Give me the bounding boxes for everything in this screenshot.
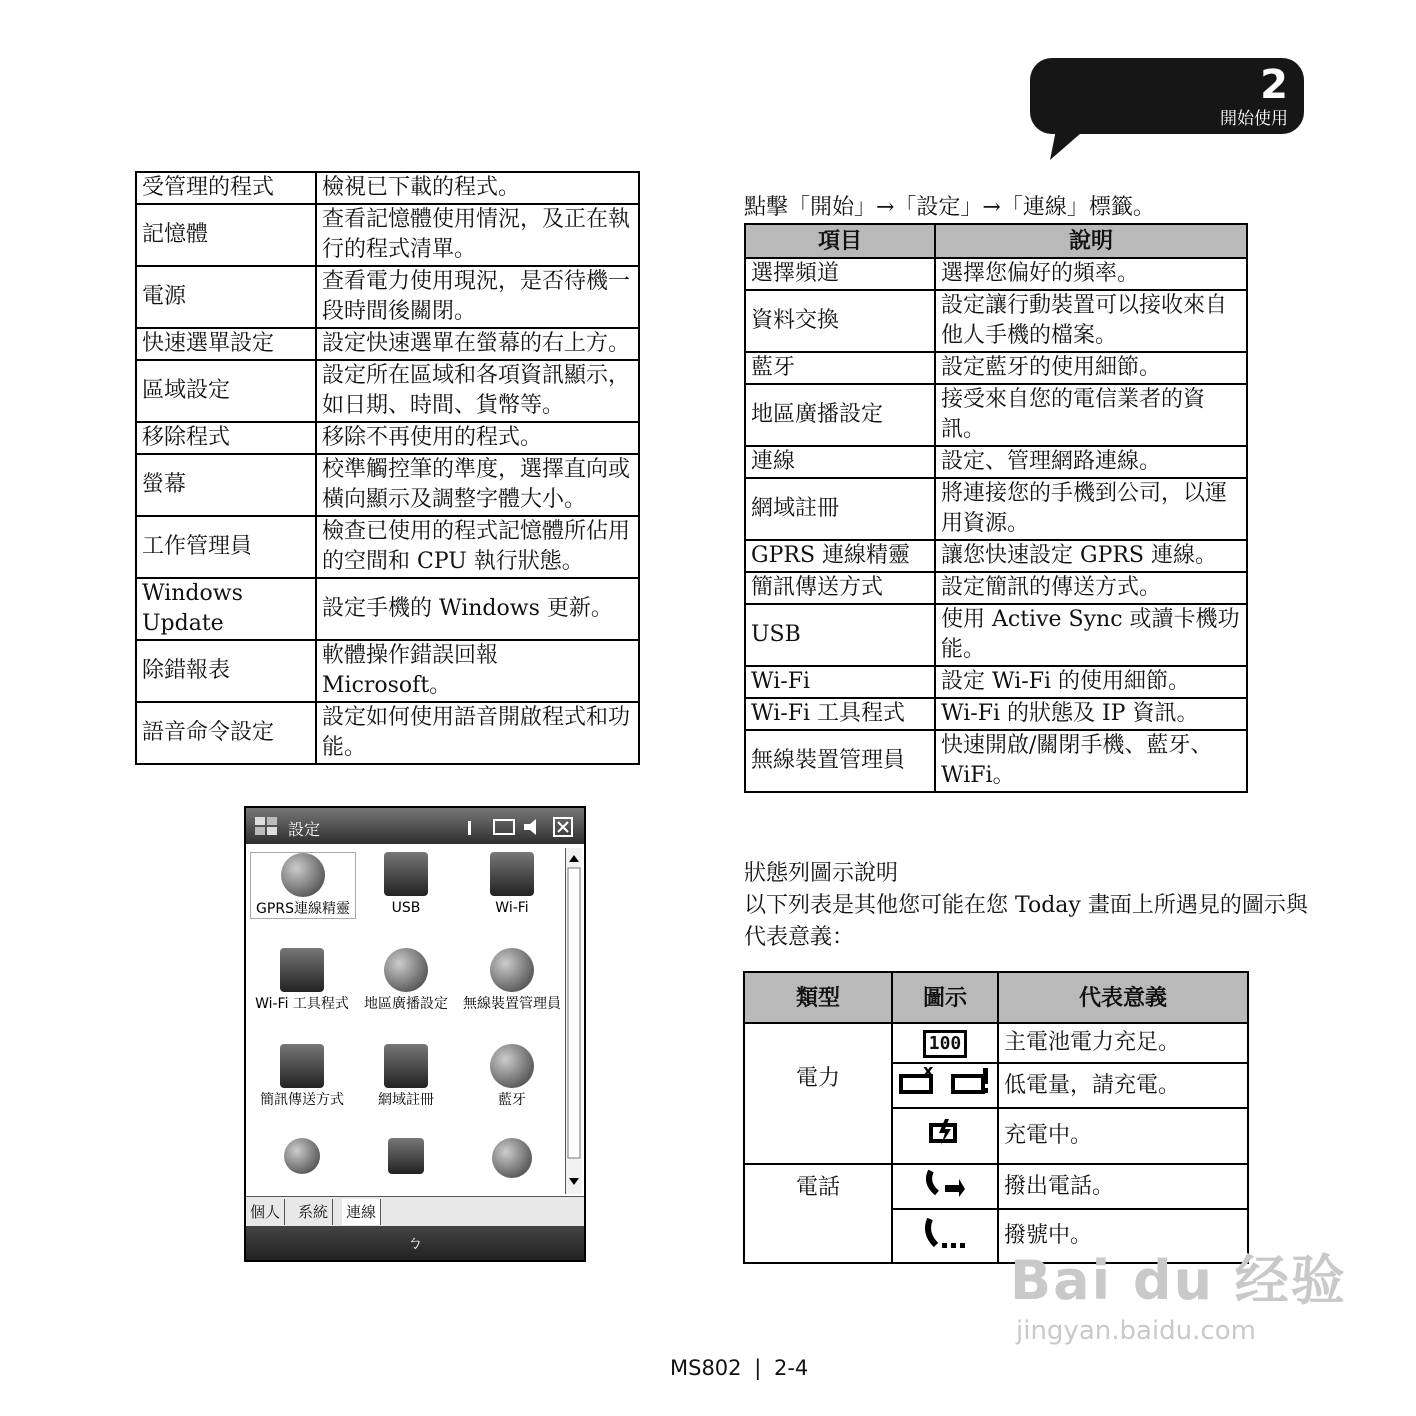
setting-description: 移除不再使用的程式。 (316, 422, 639, 454)
connection-description: 設定讓行動裝置可以接收來自他人手機的檔案。 (935, 290, 1247, 352)
settings-row (136, 360, 639, 422)
meaning-outgoing-call: 撥出電話。 (998, 1164, 1248, 1209)
tab-connections[interactable]: 連線 (342, 1199, 381, 1225)
connection-description: 設定簡訊的傳送方式。 (935, 572, 1247, 604)
tab-personal[interactable]: 個人 (246, 1199, 285, 1225)
header-type: 類型 (744, 972, 892, 1023)
tab-system[interactable]: 系統 (294, 1199, 333, 1225)
connection-row (745, 290, 1247, 352)
connection-name: 無線裝置管理員 (745, 730, 935, 792)
connection-row (745, 352, 1247, 384)
connection-name: GPRS 連線精靈 (745, 540, 935, 572)
setting-name: 語音命令設定 (136, 702, 316, 764)
connection-description: 讓您快速設定 GPRS 連線。 (935, 540, 1247, 572)
connection-row (745, 384, 1247, 446)
device-scrollbar[interactable] (565, 848, 582, 1194)
device-item-partial-2[interactable] (354, 1138, 458, 1178)
connection-description: 使用 Active Sync 或讀卡機功能。 (935, 604, 1247, 666)
battery-full-icon: 100 (892, 1023, 998, 1063)
charging-icon (892, 1108, 998, 1164)
connection-name: 網域註冊 (745, 478, 935, 540)
connection-description: 設定 Wi-Fi 的使用細節。 (935, 666, 1247, 698)
device-item-bluetooth[interactable]: 藍牙 (460, 1044, 564, 1109)
chapter-label: 開始使用 (1220, 109, 1288, 129)
setting-description: 校準觸控筆的準度，選擇直向或橫向顯示及調整字體大小。 (316, 454, 639, 516)
settings-row (136, 516, 639, 578)
settings-row (136, 204, 639, 266)
connection-row (745, 604, 1247, 666)
setting-description: 查看電力使用現況，是否待機一段時間後關閉。 (316, 266, 639, 328)
connection-name: 資料交換 (745, 290, 935, 352)
settings-row (136, 422, 639, 454)
connection-row (745, 258, 1247, 290)
wifi-tools-icon (280, 948, 324, 992)
target-icon (284, 1138, 320, 1174)
setting-name: 受管理的程式 (136, 172, 316, 204)
connection-row (745, 666, 1247, 698)
setting-description: 查看記憶體使用情況，及正在執行的程式清單。 (316, 204, 639, 266)
status-section-heading (744, 858, 1309, 954)
footer-divider: | (754, 1356, 762, 1380)
setting-name: 區域設定 (136, 360, 316, 422)
system-settings-table (135, 171, 640, 765)
setting-description: 設定快速選單在螢幕的右上方。 (316, 328, 639, 360)
connection-name: 連線 (745, 446, 935, 478)
device-item-usb[interactable]: USB (354, 852, 458, 917)
dialing-icon (892, 1209, 998, 1263)
setting-description: 軟體操作錯誤回報 Microsoft。 (316, 640, 639, 702)
device-item-gprs[interactable]: GPRS連線精靈 (250, 852, 356, 919)
device-title-bar (246, 808, 584, 844)
type-power: 電力 (744, 1023, 892, 1164)
device-item-domain[interactable]: 網域註冊 (354, 1044, 458, 1109)
device-tab-bar (246, 1196, 584, 1227)
device-item-sms[interactable]: 簡訊傳送方式 (250, 1044, 354, 1109)
connection-row (745, 446, 1247, 478)
connections-table (744, 223, 1248, 793)
setting-name: 移除程式 (136, 422, 316, 454)
setting-name: 除錯報表 (136, 640, 316, 702)
connection-name: 簡訊傳送方式 (745, 572, 935, 604)
connection-description: 設定藍牙的使用細節。 (935, 352, 1247, 384)
header-item: 項目 (745, 224, 935, 258)
connection-description: 設定、管理網路連線。 (935, 446, 1247, 478)
connection-name: Wi-Fi (745, 666, 935, 698)
globe-phone-icon (281, 853, 325, 897)
windows-flag-icon[interactable] (254, 815, 278, 837)
setting-description: 設定所在區域和各項資訊顯示，如日期、時間、貨幣等。 (316, 360, 639, 422)
svg-text:x: x (923, 1064, 934, 1080)
device-item-wifi[interactable]: Wi-Fi (460, 852, 564, 917)
type-phone: 電話 (744, 1164, 892, 1263)
footer-model: MS802 (670, 1356, 742, 1380)
device-icon-grid (248, 846, 566, 1194)
setting-name: 快速選單設定 (136, 328, 316, 360)
outgoing-call-icon (892, 1164, 998, 1209)
broadcast-icon (384, 948, 428, 992)
connection-row (745, 478, 1247, 540)
settings-row (136, 578, 639, 640)
battery-low-icon (892, 1063, 998, 1108)
meaning-dialing: 撥號中。 (998, 1209, 1248, 1263)
device-item-broadcast[interactable]: 地區廣播設定 (354, 948, 458, 1013)
status-icons-table (743, 971, 1249, 1264)
header-description: 說明 (935, 224, 1247, 258)
settings-row (136, 454, 639, 516)
device-item-wifi-tools[interactable]: Wi-Fi 工具程式 (250, 948, 354, 1013)
page-footer (670, 1356, 808, 1380)
footer-page: 2-4 (773, 1356, 809, 1380)
instruction-text: 點擊「開始」→「設定」→「連線」標籤。 (744, 195, 1155, 220)
status-title: 狀態列圖示說明 (744, 861, 899, 886)
settings-row (136, 172, 639, 204)
monitor-icon (280, 1044, 324, 1088)
setting-description: 設定如何使用語音開啟程式和功能。 (316, 702, 639, 764)
bluetooth-icon (490, 1044, 534, 1088)
connection-name: USB (745, 604, 935, 666)
connection-row (745, 698, 1247, 730)
device-item-partial-1[interactable] (250, 1138, 354, 1178)
meaning-charging: 充電中。 (998, 1108, 1248, 1164)
connection-description: 選擇您偏好的頻率。 (935, 258, 1247, 290)
connection-row (745, 730, 1247, 792)
device-item-partial-3[interactable] (460, 1138, 564, 1182)
watermark-url: jingyan.baidu.com (1016, 1316, 1256, 1346)
chapter-number: 2 (1260, 62, 1288, 108)
settings-row (136, 266, 639, 328)
connection-name: Wi-Fi 工具程式 (745, 698, 935, 730)
device-item-wireless-manager[interactable]: 無線裝置管理員 (460, 948, 564, 1013)
setting-name: 螢幕 (136, 454, 316, 516)
setting-name: 記憶體 (136, 204, 316, 266)
setting-name: 電源 (136, 266, 316, 328)
scrollbar-arrows (566, 848, 582, 1194)
setting-name: 工作管理員 (136, 516, 316, 578)
connection-row (745, 572, 1247, 604)
domain-enroll-icon (384, 1044, 428, 1088)
connection-name: 藍牙 (745, 352, 935, 384)
status-intro-text: 以下列表是其他您可能在您 Today 畫面上所遇見的圖示與代表意義： (744, 893, 1308, 950)
settings-row (136, 640, 639, 702)
setting-description: 設定手機的 Windows 更新。 (316, 578, 639, 640)
connection-row (745, 540, 1247, 572)
connection-description: 快速開啟/關閉手機、藍牙、WiFi。 (935, 730, 1247, 792)
keyboard-toggle[interactable]: ㄅ (406, 1233, 423, 1252)
speech-bubble-tail (1048, 120, 1108, 162)
meaning-battery-full: 主電池電力充足。 (998, 1023, 1248, 1063)
device-title: 設定 (288, 820, 321, 839)
connection-name: 地區廣播設定 (745, 384, 935, 446)
settings-row (136, 328, 639, 360)
status-icons[interactable] (466, 817, 576, 837)
header-meaning: 代表意義 (998, 972, 1248, 1023)
phone-circle-icon (492, 1138, 532, 1178)
setting-description: 檢查已使用的程式記憶體所佔用的空間和 CPU 執行狀態。 (316, 516, 639, 578)
wifi-phone-icon (490, 852, 534, 896)
meaning-battery-low: 低電量，請充電。 (998, 1063, 1248, 1108)
connection-name: 選擇頻道 (745, 258, 935, 290)
connection-description: 接受來自您的電信業者的資訊。 (935, 384, 1247, 446)
connection-description: 將連接您的手機到公司，以運用資源。 (935, 478, 1247, 540)
device-screenshot (244, 806, 586, 1262)
device-bottom-bar (246, 1226, 584, 1260)
usb-icon (384, 852, 428, 896)
network-icon (388, 1138, 424, 1174)
connection-description: Wi-Fi 的狀態及 IP 資訊。 (935, 698, 1247, 730)
wireless-antenna-icon (490, 948, 534, 992)
header-icon: 圖示 (892, 972, 998, 1023)
setting-name: Windows Update (136, 578, 316, 640)
setting-description: 檢視已下載的程式。 (316, 172, 639, 204)
settings-row (136, 702, 639, 764)
watermark-brand: Bai du 经验 (1010, 1249, 1347, 1312)
